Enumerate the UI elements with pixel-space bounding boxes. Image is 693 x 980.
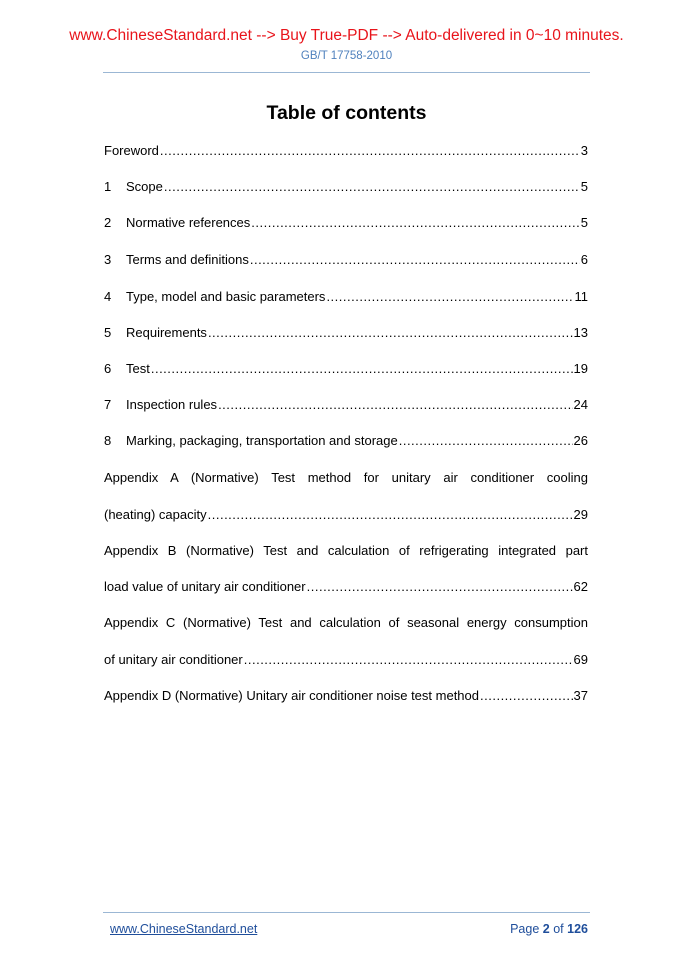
toc-number: 6 xyxy=(104,361,112,376)
toc-leader-dots xyxy=(208,506,573,524)
toc-label: Terms and definitions xyxy=(126,252,249,267)
toc-entry-test[interactable] xyxy=(104,360,588,378)
toc-leader-dots xyxy=(399,432,573,450)
toc-page-number: 6 xyxy=(580,252,588,267)
toc-appendix-b-line1[interactable]: Appendix B (Normative) Test and calculation of refrigerating integrated part xyxy=(104,543,588,558)
footer-website-link[interactable]: www.ChineseStandard.net xyxy=(110,922,258,936)
header-divider xyxy=(103,72,590,73)
page-total: 126 xyxy=(567,922,588,936)
toc-entry-type-model[interactable] xyxy=(104,288,588,306)
toc-entry-requirements[interactable] xyxy=(104,324,588,342)
toc-appendix-c-line1[interactable]: Appendix C (Normative) Test and calculation of seasonal energy consumption xyxy=(104,615,588,630)
toc-label: Type, model and basic parameters xyxy=(126,289,326,304)
toc-number: 2 xyxy=(104,215,112,230)
toc-label: (heating) capacity xyxy=(104,507,207,522)
toc-entry-scope[interactable] xyxy=(104,178,588,196)
toc-label: Normative references xyxy=(126,215,251,230)
page-prefix: Page xyxy=(510,922,540,936)
page-of: of xyxy=(553,922,564,936)
toc-leader-dots xyxy=(250,251,580,269)
toc-leader-dots xyxy=(151,360,573,378)
toc-entry-terms-and-definitions[interactable] xyxy=(104,251,588,269)
page-current: 2 xyxy=(542,922,550,936)
toc-page-number: 62 xyxy=(573,579,588,594)
header-banner[interactable]: www.ChineseStandard.net --> Buy True-PDF --> Auto-delivered in 0~10 minutes. xyxy=(69,27,624,44)
toc-number: 1 xyxy=(104,179,112,194)
toc-entry-marking-packaging[interactable] xyxy=(104,432,588,450)
toc-label: Test xyxy=(126,361,150,376)
toc-leader-dots xyxy=(244,651,573,669)
toc-appendix-a-line1[interactable]: Appendix A (Normative) Test method for unitary air conditioner cooling xyxy=(104,470,588,485)
toc-number: 3 xyxy=(104,252,112,267)
toc-label: Inspection rules xyxy=(126,397,218,412)
toc-leader-dots xyxy=(480,687,573,705)
toc-label: Marking, packaging, transportation and storage xyxy=(126,433,398,448)
toc-leader-dots xyxy=(160,142,580,160)
footer-page-indicator xyxy=(510,922,588,936)
toc-leader-dots xyxy=(326,288,573,306)
toc-leader-dots xyxy=(208,324,573,342)
toc-number: 5 xyxy=(104,325,112,340)
toc-page-number: 69 xyxy=(573,652,588,667)
toc-label: Requirements xyxy=(126,325,207,340)
toc-label: Scope xyxy=(126,179,163,194)
toc-leader-dots xyxy=(218,396,572,414)
toc-label: Appendix D (Normative) Unitary air conditioner noise test method xyxy=(104,688,480,703)
toc-entry-appendix-b[interactable] xyxy=(104,578,588,596)
toc-entry-foreword[interactable] xyxy=(104,142,588,160)
toc-page-number: 24 xyxy=(573,397,588,412)
toc-entry-appendix-d[interactable] xyxy=(104,687,588,705)
toc-label: of unitary air conditioner xyxy=(104,652,243,667)
toc-number: 7 xyxy=(104,397,112,412)
toc-page-number: 13 xyxy=(573,325,588,340)
toc-entry-appendix-a[interactable] xyxy=(104,506,588,524)
toc-number: 4 xyxy=(104,289,112,304)
toc-label: load value of unitary air conditioner xyxy=(104,579,306,594)
toc-page-number: 3 xyxy=(580,143,588,158)
toc-page-number: 5 xyxy=(580,179,588,194)
toc-page-number: 5 xyxy=(580,215,588,230)
toc-leader-dots xyxy=(251,214,579,232)
toc-page-number: 11 xyxy=(574,289,588,304)
toc-page-number: 29 xyxy=(573,507,588,522)
page-title: Table of contents xyxy=(266,102,427,124)
toc-leader-dots xyxy=(164,178,580,196)
toc-page-number: 26 xyxy=(573,433,588,448)
toc-page-number: 19 xyxy=(573,361,588,376)
toc-entry-normative-references[interactable] xyxy=(104,214,588,232)
toc-label: Foreword xyxy=(104,143,159,158)
footer-divider xyxy=(103,912,590,913)
toc-page-number: 37 xyxy=(573,688,588,703)
toc-entry-appendix-c[interactable] xyxy=(104,651,588,669)
toc-number: 8 xyxy=(104,433,112,448)
document-id: GB/T 17758-2010 xyxy=(300,50,393,62)
toc-entry-inspection-rules[interactable] xyxy=(104,396,588,414)
toc-leader-dots xyxy=(307,578,573,596)
